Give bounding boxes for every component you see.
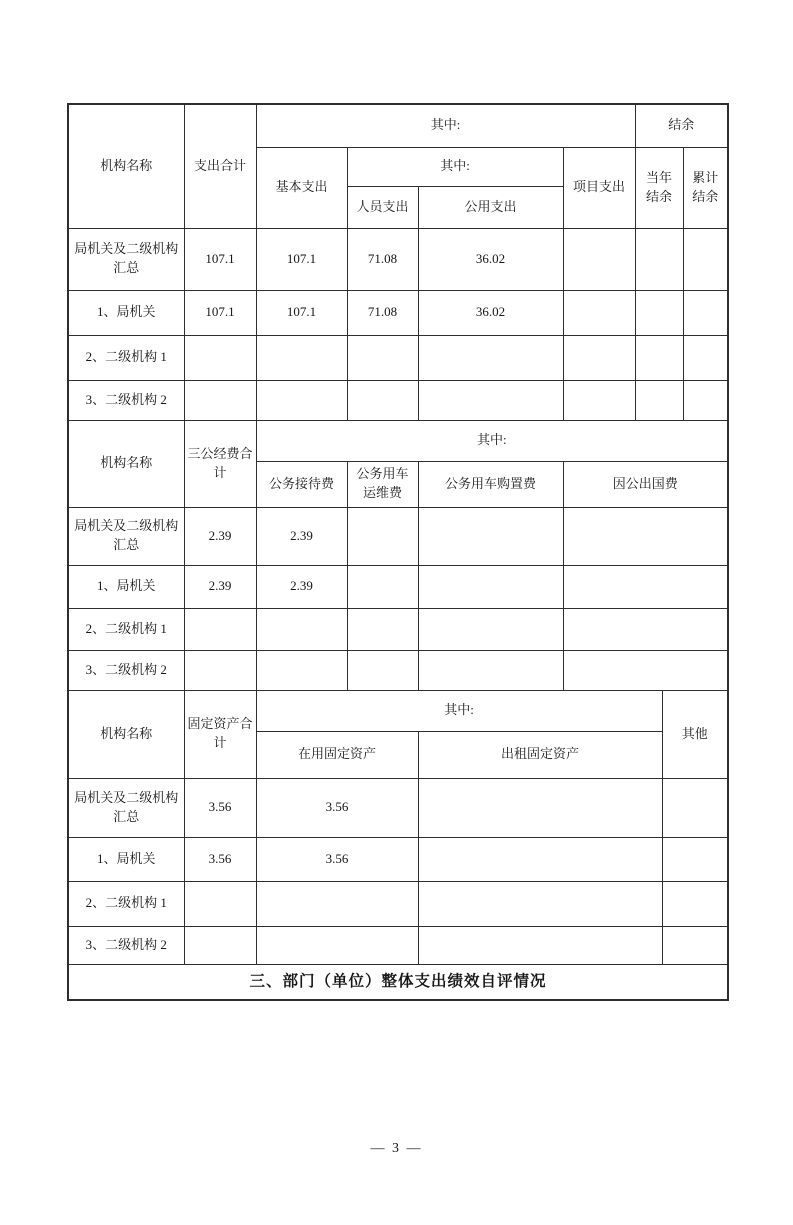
t1-header-public-expenditure: 公用支出 (418, 186, 563, 228)
t3-cell-other (662, 837, 728, 881)
t2-header-overseas-trips: 因公出国费 (563, 461, 728, 507)
t2-cell-vehicle-maintenance (347, 565, 418, 608)
t1-cell-total: 107.1 (184, 290, 256, 335)
t3-cell-total (184, 881, 256, 926)
t1-cell-personnel: 71.08 (347, 290, 418, 335)
t1-header-project-expenditure: 项目支出 (563, 147, 635, 228)
t1-header-current-year-balance (635, 147, 683, 228)
t1-cell-current-balance (635, 380, 683, 420)
t3-cell-total (184, 926, 256, 964)
t3-header-other: 其他 (662, 690, 728, 778)
t2-header-row-1 (68, 420, 728, 461)
t1-cell-cumulative-balance (683, 335, 728, 380)
t3-cell-rented-out (418, 881, 662, 926)
t2-header-official-reception: 公务接待费 (256, 461, 347, 507)
cumulative-balance-label: 累计结余 (692, 169, 719, 205)
t1-row-secondary-1 (68, 335, 728, 380)
t1-cell-personnel (347, 380, 418, 420)
t2-row-label: 1、局机关 (68, 565, 184, 608)
t2-cell-vehicle-purchase (418, 650, 563, 690)
t2-cell-total: 2.39 (184, 507, 256, 565)
t1-cell-cumulative-balance (683, 380, 728, 420)
t3-cell-rented-out (418, 778, 662, 837)
t2-row-secondary-1 (68, 608, 728, 650)
t2-row-summary (68, 507, 728, 565)
t2-row-secondary-2 (68, 650, 728, 690)
t1-header-org-name: 机构名称 (68, 104, 184, 228)
t2-header-org-name: 机构名称 (68, 420, 184, 507)
t2-cell-total: 2.39 (184, 565, 256, 608)
t3-row-label: 2、二级机构 1 (68, 881, 184, 926)
t2-cell-overseas (563, 507, 728, 565)
t2-cell-reception: 2.39 (256, 565, 347, 608)
t2-row-bureau (68, 565, 728, 608)
t1-row-label: 局机关及二级机构汇总 (68, 228, 184, 290)
t3-row-secondary-2 (68, 926, 728, 964)
t2-cell-reception (256, 650, 347, 690)
t1-row-secondary-2 (68, 380, 728, 420)
t1-cell-public (418, 335, 563, 380)
t1-cell-cumulative-balance (683, 228, 728, 290)
t1-row-summary (68, 228, 728, 290)
t2-cell-reception: 2.39 (256, 507, 347, 565)
t1-cell-total (184, 380, 256, 420)
t1-cell-project (563, 228, 635, 290)
page-number: — 3 — (370, 1141, 423, 1156)
t1-header-basic-expenditure: 基本支出 (256, 147, 347, 228)
t1-cell-basic (256, 335, 347, 380)
t3-row-bureau (68, 837, 728, 881)
t3-header-org-name: 机构名称 (68, 690, 184, 778)
t1-cell-project (563, 380, 635, 420)
t3-cell-in-use (256, 881, 418, 926)
t1-header-total-expenditure: 支出合计 (184, 104, 256, 228)
t2-cell-vehicle-purchase (418, 608, 563, 650)
section-title: 三、部门（单位）整体支出绩效自评情况 (68, 964, 728, 1000)
t2-row-label: 局机关及二级机构汇总 (68, 507, 184, 565)
t3-cell-rented-out (418, 926, 662, 964)
t2-header-three-public-total: 三公经费合计 (184, 420, 256, 507)
t1-row-label: 3、二级机构 2 (68, 380, 184, 420)
t1-cell-public: 36.02 (418, 228, 563, 290)
t1-row-label: 1、局机关 (68, 290, 184, 335)
expenditure-report-table (67, 103, 729, 1001)
t1-cell-current-balance (635, 335, 683, 380)
t1-header-row-1 (68, 104, 728, 147)
t2-cell-vehicle-purchase (418, 507, 563, 565)
t2-cell-reception (256, 608, 347, 650)
t3-row-label: 3、二级机构 2 (68, 926, 184, 964)
t2-cell-total (184, 608, 256, 650)
t1-cell-project (563, 290, 635, 335)
t2-cell-vehicle-maintenance (347, 650, 418, 690)
t3-cell-other (662, 778, 728, 837)
t3-cell-other (662, 926, 728, 964)
t2-header-vehicle-maintenance: 公务用车运维费 (347, 461, 418, 507)
t2-row-label: 3、二级机构 2 (68, 650, 184, 690)
t1-cell-basic: 107.1 (256, 228, 347, 290)
t2-cell-vehicle-maintenance (347, 507, 418, 565)
t3-header-among: 其中: (256, 690, 662, 731)
t1-header-among-2: 其中: (347, 147, 563, 186)
t2-cell-total (184, 650, 256, 690)
t3-cell-in-use: 3.56 (256, 837, 418, 881)
t1-cell-current-balance (635, 290, 683, 335)
t1-cell-personnel: 71.08 (347, 228, 418, 290)
t3-header-rented-out-assets: 出租固定资产 (418, 731, 662, 778)
t3-cell-in-use: 3.56 (256, 778, 418, 837)
t2-row-label: 2、二级机构 1 (68, 608, 184, 650)
t2-header-among: 其中: (256, 420, 728, 461)
t3-header-in-use-assets: 在用固定资产 (256, 731, 418, 778)
t2-cell-vehicle-maintenance (347, 608, 418, 650)
t1-header-personnel-expenditure: 人员支出 (347, 186, 418, 228)
t3-row-label: 局机关及二级机构汇总 (68, 778, 184, 837)
t1-cell-total (184, 335, 256, 380)
t1-cell-public (418, 380, 563, 420)
t1-cell-project (563, 335, 635, 380)
t2-cell-overseas (563, 608, 728, 650)
t1-cell-basic (256, 380, 347, 420)
t1-cell-current-balance (635, 228, 683, 290)
t1-header-cumulative-balance (683, 147, 728, 228)
t3-header-fixed-assets-total: 固定资产合计 (184, 690, 256, 778)
t2-header-vehicle-purchase: 公务用车购置费 (418, 461, 563, 507)
t1-cell-personnel (347, 335, 418, 380)
t1-header-among: 其中: (256, 104, 635, 147)
t3-cell-total: 3.56 (184, 837, 256, 881)
t1-row-bureau (68, 290, 728, 335)
t3-row-label: 1、局机关 (68, 837, 184, 881)
t2-cell-vehicle-purchase (418, 565, 563, 608)
t2-cell-overseas (563, 650, 728, 690)
t1-cell-basic: 107.1 (256, 290, 347, 335)
t1-header-balance: 结余 (635, 104, 728, 147)
t3-cell-in-use (256, 926, 418, 964)
t3-row-secondary-1 (68, 881, 728, 926)
t1-cell-cumulative-balance (683, 290, 728, 335)
t3-cell-rented-out (418, 837, 662, 881)
t1-cell-public: 36.02 (418, 290, 563, 335)
t3-header-row-1 (68, 690, 728, 731)
section-title-row (68, 964, 728, 1000)
t3-cell-other (662, 881, 728, 926)
t1-row-label: 2、二级机构 1 (68, 335, 184, 380)
t1-cell-total: 107.1 (184, 228, 256, 290)
current-year-balance-label: 当年结余 (645, 169, 672, 205)
t2-cell-overseas (563, 565, 728, 608)
t3-row-summary (68, 778, 728, 837)
t3-cell-total: 3.56 (184, 778, 256, 837)
